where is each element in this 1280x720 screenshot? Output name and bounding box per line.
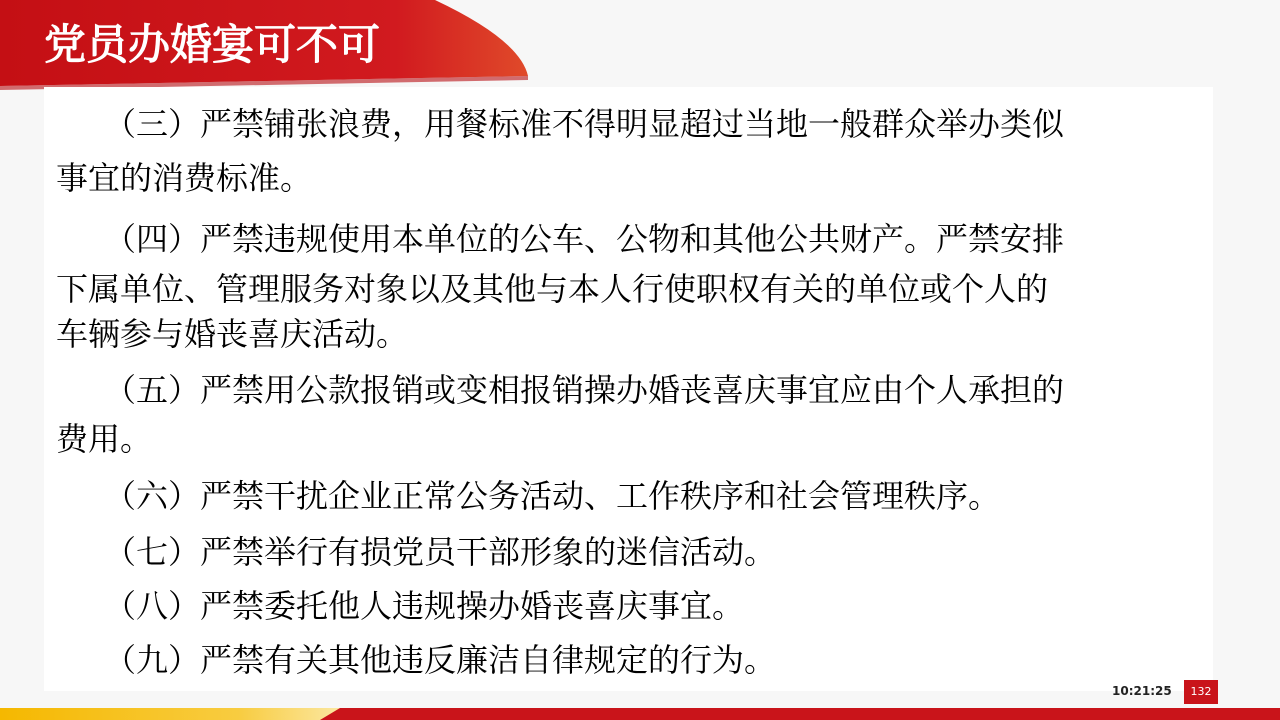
paragraph-4-line-1: （四）严禁违规使用本单位的公车、公物和其他公共财产。严禁安排	[56, 220, 1065, 258]
bottom-stripe-shape	[0, 700, 1280, 720]
content-panel	[44, 87, 1213, 691]
paragraph-6: （六）严禁干扰企业正常公务活动、工作秩序和社会管理秩序。	[56, 477, 1001, 515]
footer-timestamp: 10:21:25	[1112, 684, 1172, 698]
paragraph-7: （七）严禁举行有损党员干部形象的迷信活动。	[56, 533, 777, 571]
title-banner	[0, 0, 1280, 92]
paragraph-4-line-3: 车辆参与婚丧喜庆活动。	[56, 315, 409, 353]
page-number-badge: 132	[1184, 680, 1218, 704]
page-title: 党员办婚宴可不可	[44, 20, 381, 69]
paragraph-8: （八）严禁委托他人违规操办婚丧喜庆事宜。	[56, 587, 745, 625]
paragraph-5-line-2: 费用。	[56, 420, 153, 458]
paragraph-3-line-1: （三）严禁铺张浪费，用餐标准不得明显超过当地一般群众举办类似	[56, 105, 1065, 143]
bottom-stripe	[0, 700, 1280, 720]
paragraph-4-line-2: 下属单位、管理服务对象以及其他与本人行使职权有关的单位或个人的	[56, 270, 1049, 308]
paragraph-5-line-1: （五）严禁用公款报销或变相报销操办婚丧喜庆事宜应由个人承担的	[56, 371, 1065, 409]
paragraph-9: （九）严禁有关其他违反廉洁自律规定的行为。	[56, 641, 777, 679]
paragraph-3-line-2: 事宜的消费标准。	[56, 159, 313, 197]
